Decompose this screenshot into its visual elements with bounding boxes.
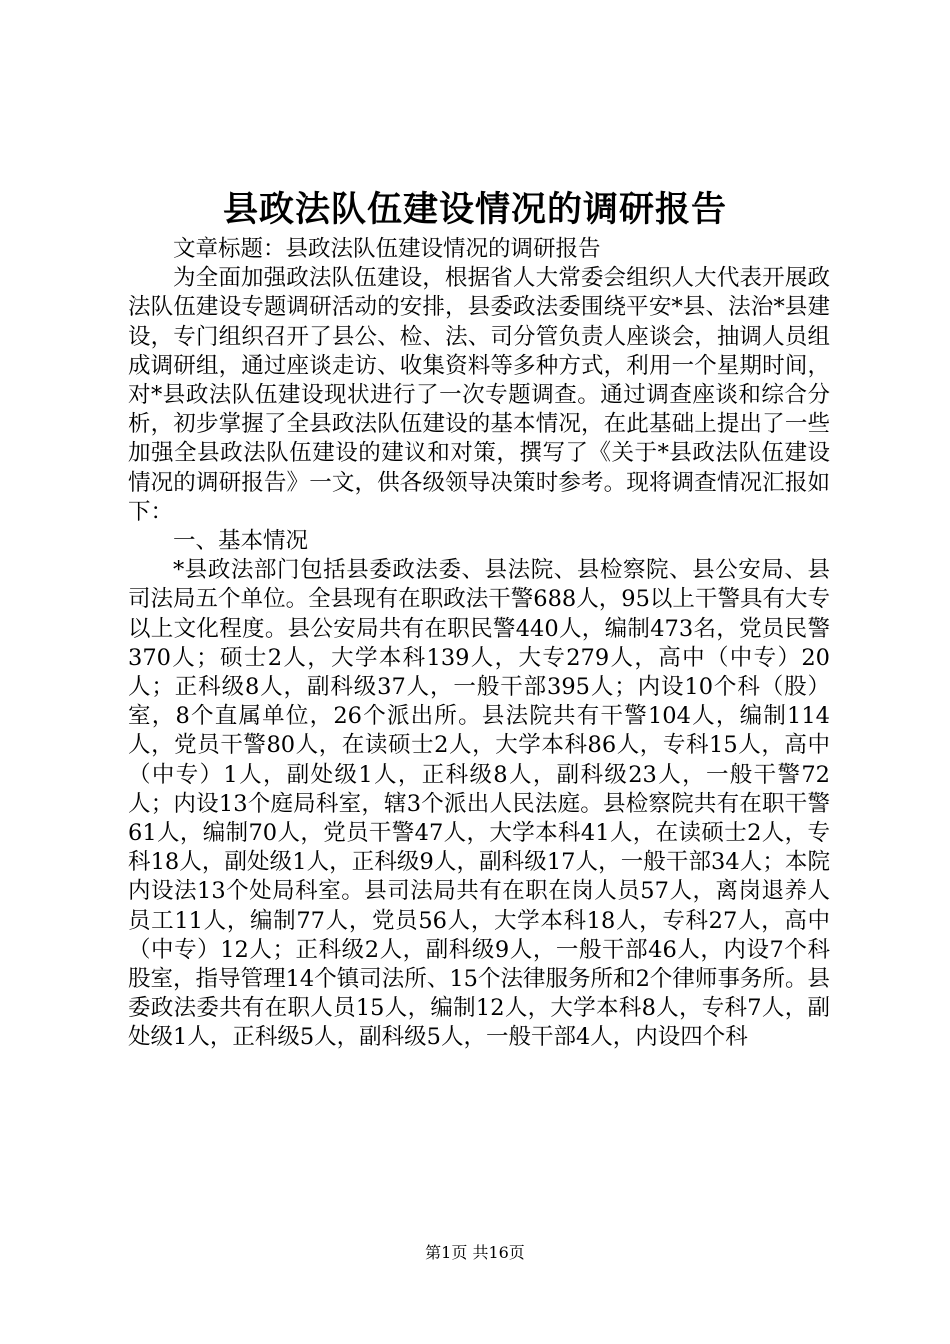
article-heading-line: 文章标题：县政法队伍建设情况的调研报告	[173, 236, 601, 262]
page-number: 第1页 共16页	[425, 1243, 525, 1262]
document-title: 县政法队伍建设情况的调研报告	[222, 189, 727, 230]
section-heading: 一、基本情况	[173, 528, 309, 555]
intro-paragraph: 为全面加强政法队伍建设，根据省人大常委会组织人大代表开展政法队伍建设专题调研活动的安排，县委政法委围绕平安*县、法治*县建设，专门组织召开了县公、检、法、司分管负责人座谈会，抽调人员组成调研组，通过座谈走访、收集资料等多种方式，利用一个星期时间，对*县政法队伍建设现状进行了一次专题调查。通过调查座谈和综合分析，初步掌握了全县政法队伍建设的基本情况，在此基础上提出了一些加强全县政法队伍建设的建议和对策，撰写了《关于*县政法队伍建设情况的调研报告》一文，供各级领导决策时参考。现将调查情况汇报如下：	[128, 265, 830, 525]
basic-info-paragraph: *县政法部门包括县委政法委、县法院、县检察院、县公安局、县司法局五个单位。全县现有在职政法干警688人，95以上干警具有大专以上文化程度。县公安局共有在职民警440人，编制473名，党员民警370人；硕士2人，大学本科139人，大专279人，高中（中专）20人；正科级8人，副科级37人，一般干部395人；内设10个科（股）室，8个直属单位，26个派出所。县法院共有干警104人，编制114人，党员干警80人，在读硕士2人，大学本科86人，专科15人，高中（中专）1人，副处级1人，正科级8人，副科级23人，一般干警72人；内设13个庭局科室，辖3个派出人民法庭。县检察院共有在职干警61人，编制70人，党员干警47人，大学本科41人，在读硕士2人，专科18人，副处级1人，正科级9人，副科级17人，一般干部34人；本院内设法13个处局科室。县司法局共有在职在岗人员57人，离岗退养人员工11人，编制77人，党员56人，大学本科18人，专科27人，高中（中专）12人；正科级2人，副科级9人，一般干部46人，内设7个科股室，指导管理14个镇司法所、15个法律服务所和2个律师事务所。县委政法委共有在职人员15人，编制12人，大学本科8人，专科7人，副处级1人，正科级5人，副科级5人，一般干部4人，内设四个科	[128, 557, 830, 1051]
document-body	[128, 235, 830, 1053]
